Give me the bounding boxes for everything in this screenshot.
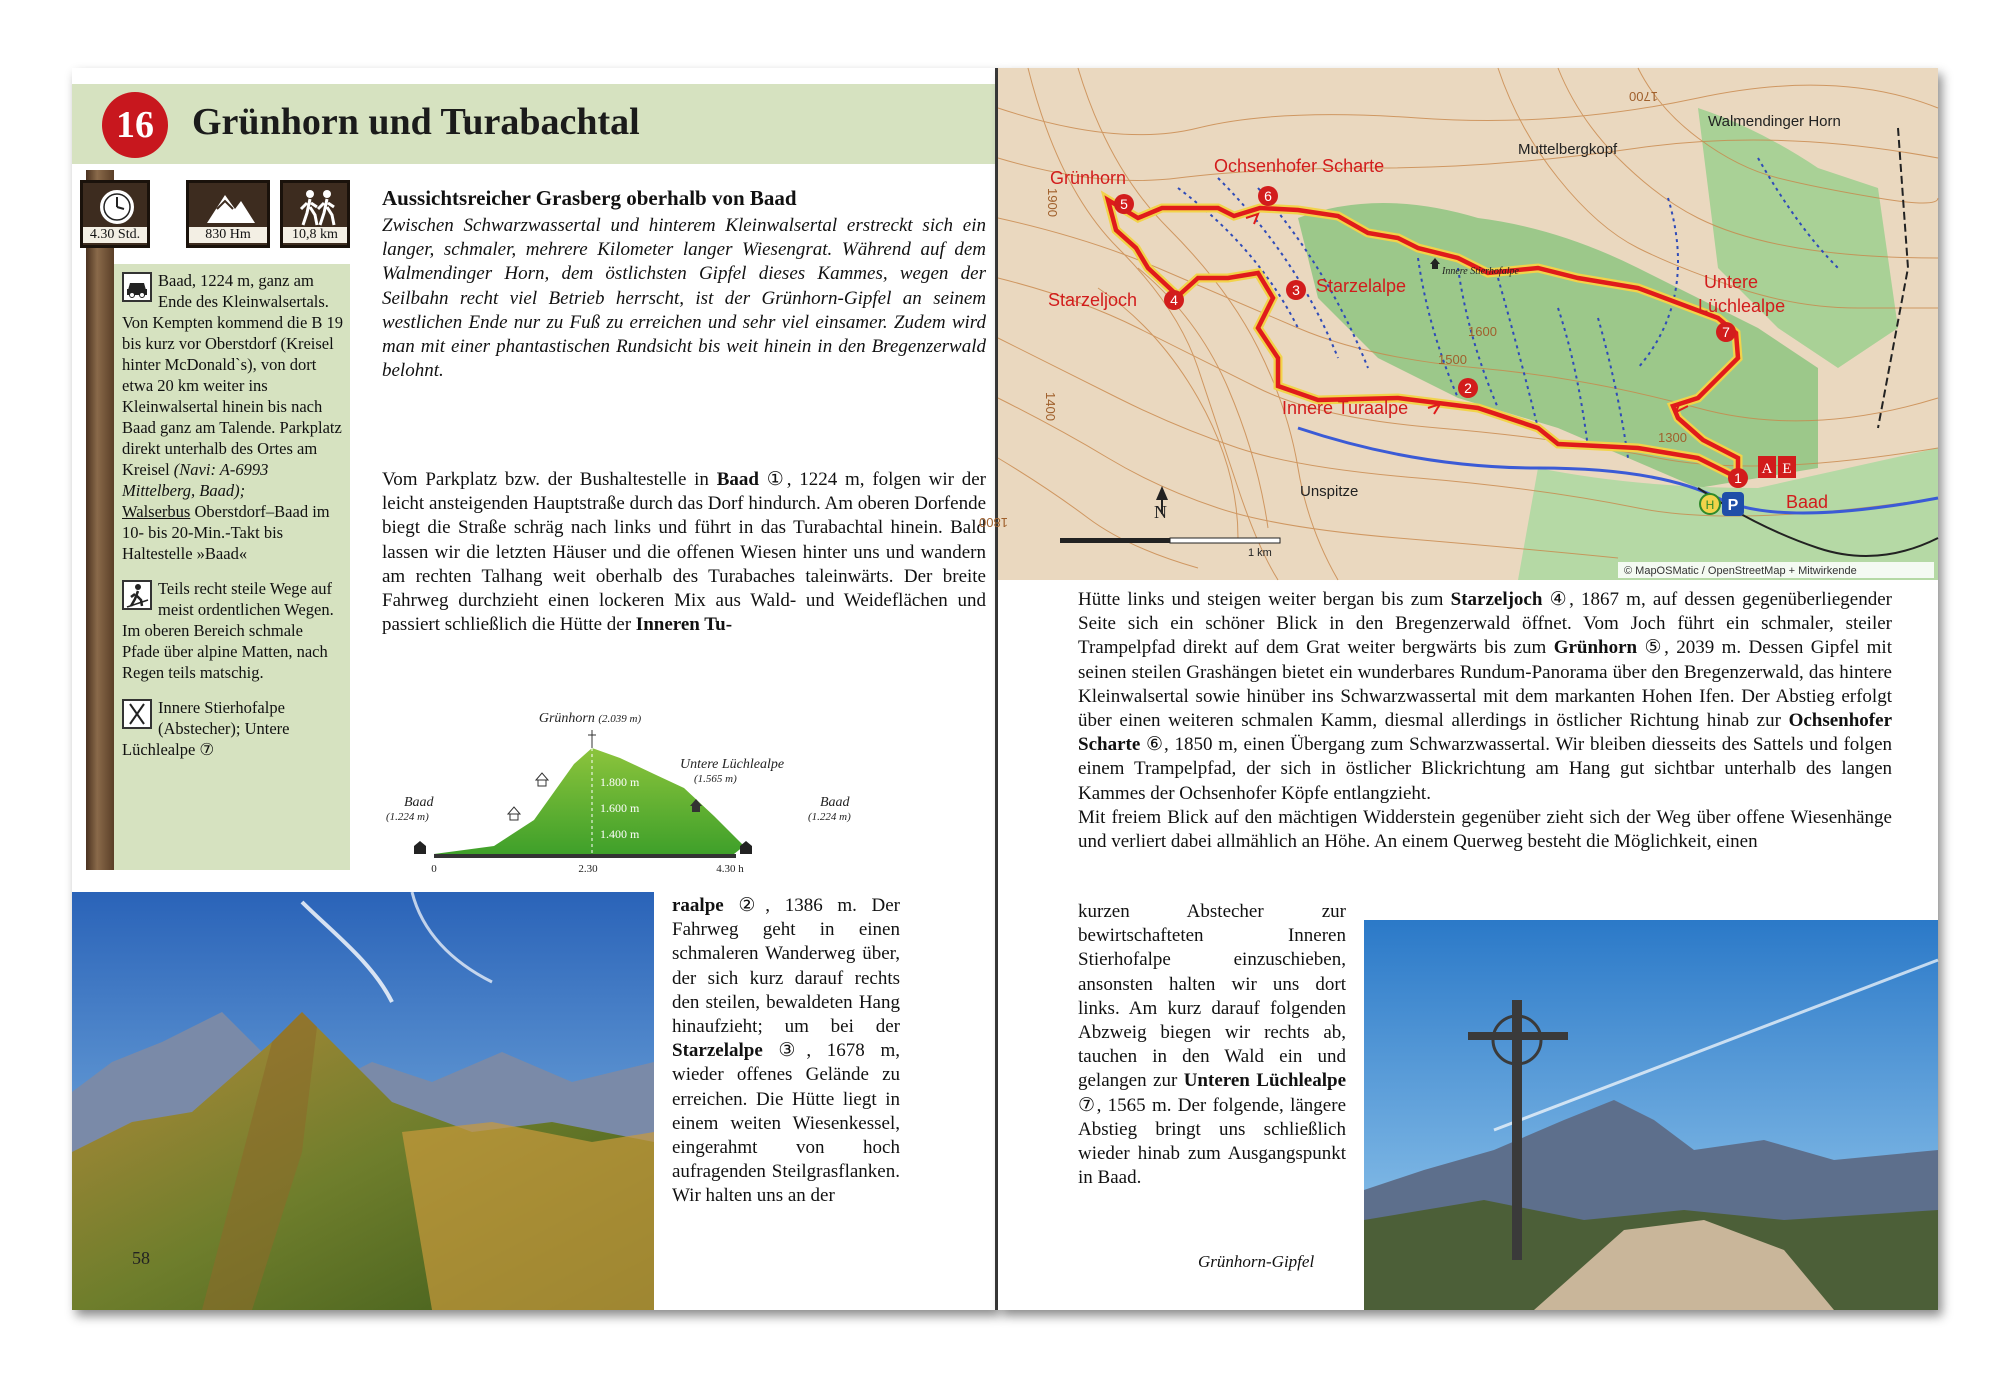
svg-text:2: 2 — [1464, 380, 1472, 396]
rtext-starzeljoch: Starzeljoch — [1450, 589, 1543, 610]
profile-baseline — [434, 854, 736, 858]
distance-sign — [280, 180, 350, 248]
svg-text:3: 3 — [1292, 282, 1300, 298]
hut-icon-2 — [536, 773, 548, 786]
clock-icon — [97, 187, 137, 227]
col2-text-d: ③, 1678 m, wieder offenes Gelände zu erreichen. Die Hütte liegt in einem weiten Wiesenkessel, eingerahmt von hoch aufragenden Steilgrasflanken. Wir halten uns an der — [672, 1040, 900, 1207]
hikers-icon — [297, 187, 341, 231]
col2-inneren-turaalpe: raalpe — [672, 895, 724, 916]
level-1600: 1.600 m — [600, 801, 640, 815]
svg-text:1500: 1500 — [1438, 352, 1467, 367]
route-paragraph-3 — [1078, 588, 1892, 854]
tour-number-badge: 16 — [102, 92, 168, 158]
label-walmendinger-horn: Walmendinger Horn — [1708, 113, 1841, 130]
label-gruenhorn: Grünhorn — [1050, 168, 1127, 188]
svg-text:1400: 1400 — [1043, 392, 1058, 421]
para1-innere-tu: Inneren Tu- — [635, 614, 733, 636]
terrain-block — [122, 578, 344, 683]
ascent-label: 830 Hm — [189, 227, 267, 243]
svg-text:5: 5 — [1120, 196, 1128, 212]
scale-label: 1 km — [1248, 547, 1272, 559]
rtext-gruenhorn: Grünhorn — [1553, 637, 1638, 659]
terrain-text: Teils recht steile Wege auf meist ordentlichen Wegen. Im oberen Bereich schmale Pfade über alpine Matten, nach Regen teils matschig. — [122, 579, 334, 682]
info-box — [114, 264, 350, 870]
elevation-profile — [384, 708, 944, 888]
summit-cross-photo — [1364, 920, 1938, 1310]
tick-end: 4.30 h — [716, 863, 744, 875]
scale-bar — [1060, 538, 1170, 543]
mid-alt: (1.565 m) — [694, 773, 737, 785]
svg-text:E: E — [1782, 461, 1792, 477]
start-label: Baad — [404, 795, 434, 810]
label-starzeljoch: Starzeljoch — [1048, 290, 1138, 310]
label-starzelalpe: Starzelalpe — [1316, 276, 1407, 296]
label-innere-stierhofalpe: Innere Stierhofalpe — [1442, 266, 1519, 277]
duration-label: 4.30 Std. — [83, 227, 147, 243]
svg-text:1800: 1800 — [979, 515, 1008, 530]
photo-caption: Grünhorn-Gipfel — [1198, 1252, 1315, 1271]
rtext-c: ④, 1867 m, auf dessen gegenüberliegender Seite sich ein schöner Blick in den Bregenzerwald öffnet. Vom Joch führt ein schmaler, steiler Trampelpfad direkt auf dem Grat weiter bergwärts bis zum — [1078, 589, 1892, 659]
mountain-icon — [203, 187, 259, 227]
tour-title: Grünhorn und Turabachtal — [192, 101, 640, 143]
label-unspitze: Unspitze — [1300, 483, 1359, 500]
svg-text:P: P — [1727, 497, 1739, 514]
para1-text-a: Vom Parkplatz bzw. der Bushaltestelle in — [382, 469, 717, 490]
signpost — [86, 170, 114, 870]
map-attribution: © MapOSMatic / OpenStreetMap + Mitwirkende — [1624, 565, 1857, 577]
end-alt: (1.224 m) — [808, 811, 851, 823]
svg-text:6: 6 — [1264, 188, 1272, 204]
svg-text:1900: 1900 — [1045, 188, 1060, 217]
svg-text:A: A — [1761, 461, 1773, 477]
page-number: 58 — [132, 1248, 150, 1268]
intro-paragraph: Zwischen Schwarzwassertal und hinterem Kleinwalsertal erstreckt sich ein langer, schmaler, mehrere Kilometer langer Wiesengrat. Während auf dem Walmendinger Horn, dem östlichsten Gipfel dieses Kammes, wegen der Seilbahn recht viel Betrieb herrscht, ist der Grünhorn-Gipfel an seinem westlichen Ende nur zu Fuß zu erreichen und sehr viel einsamer. Zudem wird man mit einer phantastischen Rundsicht bis weit hinein in den Bregenzerwald belohnt. — [382, 215, 986, 382]
hut-icon-1 — [508, 807, 520, 820]
north-label: N — [1154, 502, 1167, 522]
right-page — [979, 68, 1938, 1310]
rcol-c: ⑦, 1565 m. Der folgende, längere Abstieg bringt uns schließlich wieder hinab zum Ausgangspunkt in Baad. — [1078, 1094, 1346, 1189]
hiker-terrain-icon — [122, 580, 152, 610]
svg-text:1: 1 — [1734, 470, 1742, 486]
access-block — [122, 270, 344, 564]
col2-text-b: ②, 1386 m. Der Fahrweg geht in einen schmaleren Wanderweg über, der sich kurz darauf rechts den steilen, bewaldeten Hang hinaufzieht; um bei der — [672, 895, 900, 1038]
left-page — [72, 68, 996, 1310]
label-ochsenhofer: Ochsenhofer Scharte — [1214, 156, 1385, 176]
tick-0: 0 — [431, 863, 437, 875]
route-paragraph-1 — [382, 468, 986, 637]
food-text: Innere Stierhofalpe (Abstecher); Untere Lüchlealpe ⑦ — [122, 698, 290, 759]
ascent-sign — [186, 180, 270, 248]
rtext-h: Mit freiem Blick auf den mächtigen Widderstein gegenüber zieht sich der Weg über offene Wiesenhänge und verliert dabei allmählich an Höhe. An einem Querweg besteht die Möglichkeit, einen — [1078, 806, 1892, 853]
label-untere: Untere — [1704, 272, 1759, 292]
rtext-g: ⑥, 1850 m, einen Übergang zum Schwarzwassertal. Wir bleiben diesseits des Sattels und folgen einem Trampelpfad, der sich in östlicher Blickrichtung am Hang gut sichtbar unterhalb des langen Kammes der Ochsenhofer Köpfe entlangzieht. — [1078, 734, 1892, 804]
village-icon-end — [740, 841, 752, 854]
col2-starzelalpe: Starzelalpe — [672, 1040, 763, 1062]
access-text: Baad, 1224 m, ganz am Ende des Kleinwalsertals. Von Kempten kommend die B 19 bis kurz vor Oberstdorf (Kreisel hinter McDonald`s), von dort etwa 20 km weiter ins Kleinwalsertal hinein bis nach Baad ganz am Talende. Parkplatz direkt unterhalb des Ortes am Kreisel — [122, 271, 344, 479]
tick-mid: 2.30 — [578, 863, 598, 875]
subtitle: Aussichtsreicher Grasberg oberhalb von Baad — [382, 186, 797, 210]
ridge-photo — [72, 892, 654, 1310]
food-block — [122, 697, 344, 760]
label-muttelbergkopf: Muttelbergkopf — [1518, 141, 1618, 158]
rtext-a: Hütte links und steigen weiter bergan bis zum — [1078, 589, 1451, 610]
label-innere-turaalpe: Innere Turaalpe — [1282, 398, 1409, 418]
level-1800: 1.800 m — [600, 775, 640, 789]
svg-text:7: 7 — [1722, 324, 1730, 340]
svg-text:1300: 1300 — [1658, 430, 1687, 445]
para1-baad: Baad — [716, 469, 759, 490]
svg-text:1700: 1700 — [1629, 89, 1658, 104]
label-luechlealpe: Lüchlealpe — [1698, 296, 1786, 316]
route-paragraph-4 — [1078, 900, 1346, 1190]
rcol-a: kurzen Abstecher zur bewirtschafteten Inneren Stierhofalpe einzuschieben, ansonsten halten wir uns dort links. Am kurz darauf folgenden Abzweig biegen wir rechts ab, tauchen in den Wald ein und gelangen zur — [1078, 901, 1346, 1092]
distance-label: 10,8 km — [283, 227, 347, 243]
route-paragraph-2 — [672, 894, 900, 1209]
car-icon — [122, 272, 152, 302]
walserbus-link[interactable]: Walserbus — [122, 502, 191, 521]
bus-text: Oberstdorf–Baad im 10- bis 20-Min.-Takt bis Haltestelle »Baad« — [122, 502, 330, 563]
tour-header — [72, 84, 996, 164]
cutlery-icon — [122, 699, 152, 729]
mid-label: Untere Lüchlealpe — [680, 757, 785, 772]
rcol-untere-luechlealpe: Unteren Lüchlealpe — [1183, 1070, 1346, 1092]
navi-text: (Navi: A-6993 Mittelberg, Baad); — [122, 460, 269, 500]
svg-text:H: H — [1705, 498, 1715, 512]
rtext-ochsenhofer: Ochsenhofer Scharte — [1078, 710, 1892, 756]
duration-sign — [80, 180, 150, 248]
svg-text:1600: 1600 — [1468, 324, 1497, 339]
peak-label: Grünhorn (2.039 m) — [538, 711, 642, 726]
para1-text-c: ①, 1224 m, folgen wir der leicht ansteigenden Hauptstraße durch das Dorf hindurch. Am oberen Dorfende biegt die Straße schräg nach links und führt in das Turabachtal hinein. Bald lassen wir die letzten Häuser und die offenen Wiesen hinter uns und wandern am rechten Talhang weit oberhalb des Turabaches taleinwärts. Der breite Fahrweg durchzieht einen lockeren Mix aus Wald- und Weideflächen und passiert schließlich die Hütte der — [382, 469, 986, 636]
route-map — [979, 68, 1938, 580]
village-icon-start — [414, 841, 426, 854]
start-alt: (1.224 m) — [386, 811, 429, 823]
label-baad: Baad — [1786, 492, 1829, 512]
end-label: Baad — [820, 795, 850, 810]
rtext-e: ⑤, 2039 m. Dessen Gipfel mit seinen steilen Grashängen bietet ein wunderbares Rundum-Panorama über den Bregenzerwald, das hintere Kleinwalsertal sowie hinüber ins Schwarzwassertal mit dem markanten Hohen Ifen. Der Abstieg erfolgt über einen weiteren schmalen Kamm, diesmal allerdings in östlicher Richtung hinab zur — [1078, 637, 1892, 732]
svg-text:4: 4 — [1170, 292, 1178, 308]
level-1400: 1.400 m — [600, 827, 640, 841]
